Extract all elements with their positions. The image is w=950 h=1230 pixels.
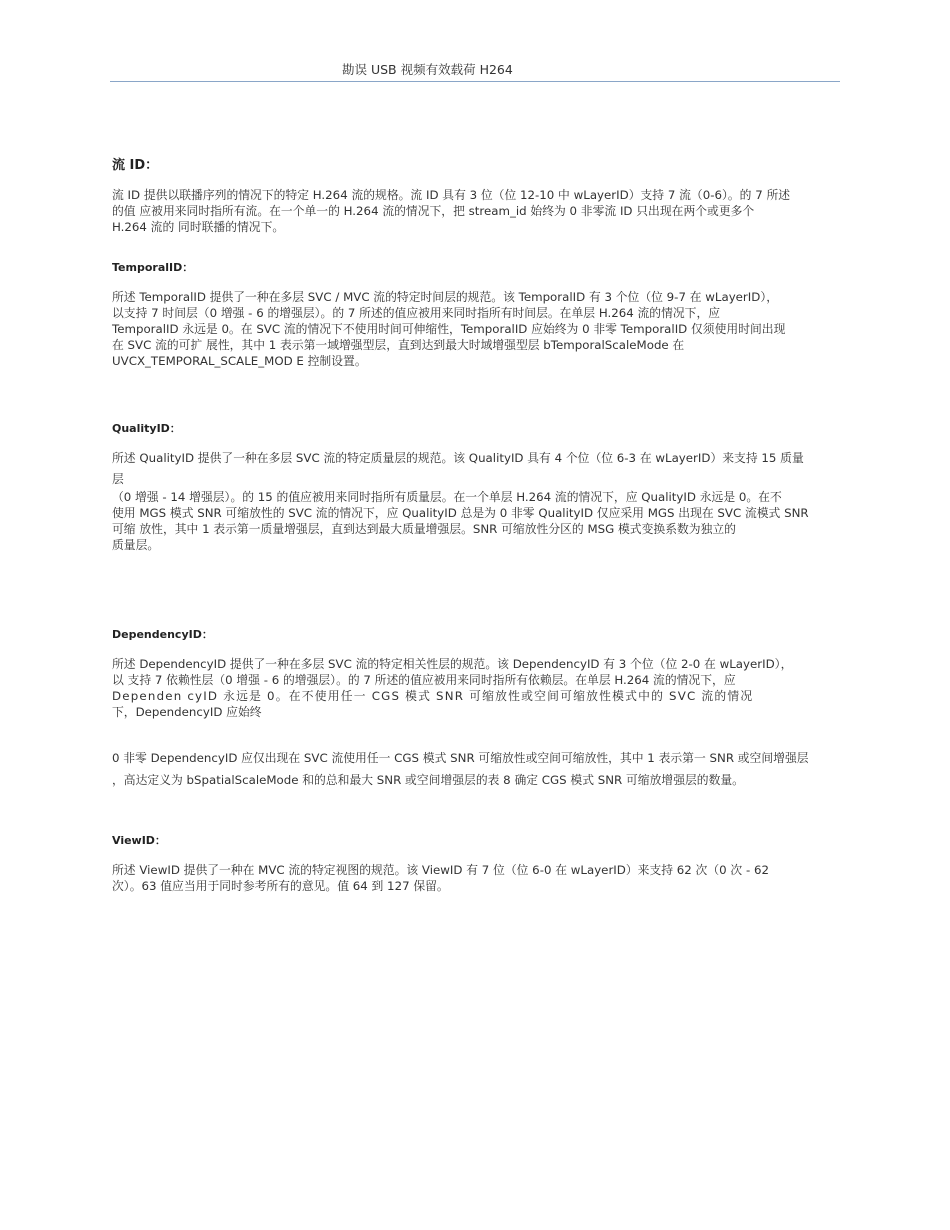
text-line: UVCX_TEMPORAL_SCALE_MOD E 控制设置。 xyxy=(112,354,367,368)
text-line: H.264 流的 同时联播的情况下。 xyxy=(112,220,285,234)
text-line: 所述 TemporalID 提供了一种在多层 SVC / MVC 流的特定时间层的规范。该 TemporalID 有 3 个位（位 9-7 在 wLayerID）， xyxy=(112,290,779,304)
text-line: 所述 ViewID 提供了一种在 MVC 流的特定视图的规范。该 ViewID 有 7 位（位 6-0 在 wLayerID）来支持 62 次（0 次 - 62 xyxy=(112,863,769,877)
text-line: 0 非零 DependencyID 应仅出现在 SVC 流使用任一 CGS 模式 SNR 可缩放性或空间可缩放性，其中 1 表示第一 SNR 或空间增强层 xyxy=(112,751,809,765)
text-line: 所述 QualityID 提供了一种在多层 SVC 流的特定质量层的规范。该 QualityID 具有 4 个位（位 6-3 在 wLayerID）来支持 15 质量 xyxy=(112,451,804,465)
page-header xyxy=(110,58,840,82)
section-dependency-continuation xyxy=(112,747,872,791)
section-body xyxy=(112,656,854,720)
text-line: 所述 DependencyID 提供了一种在多层 SVC 流的特定相关性层的规范。该 DependencyID 有 3 个位（位 2-0 在 wLayerID）， xyxy=(112,657,793,671)
text-line: 下，DependencyID 应始终 xyxy=(112,705,262,719)
section-dependency-id xyxy=(112,626,854,720)
text-line: 层 xyxy=(112,472,124,486)
section-body xyxy=(112,289,854,369)
text-line: TemporalID 永远是 0。在 SVC 流的情况下不使用时间可伸缩性，TemporalID 应始终为 0 非零 TemporalID 仅须使用时间出现 xyxy=(112,322,786,336)
text-line: 可缩 放性，其中 1 表示第一质量增强层，直到达到最大质量增强层。SNR 可缩放性分区的 MSG 模式变换系数为独立的 xyxy=(112,522,736,536)
section-heading: 流 ID： xyxy=(112,158,159,173)
section-heading: QualityID： xyxy=(112,422,181,435)
text-line: 以支持 7 时间层（0 增强 - 6 的增强层）。的 7 所述的值应被用来同时指所有时间层。在单层 H.264 流的情况下，应 xyxy=(112,306,721,320)
text-line: 的值 应被用来同时指所有流。在一个单一的 H.264 流的情况下，把 stream_id 始终为 0 非零流 ID 只出现在两个或更多个 xyxy=(112,204,755,218)
section-body xyxy=(112,747,872,791)
section-body xyxy=(112,450,854,553)
text-line: （0 增强 - 14 增强层）。的 15 的值应被用来同时指所有质量层。在一个单层 H.264 流的情况下，应 QualityID 永远是 0。在不 xyxy=(112,490,782,504)
section-quality-id xyxy=(112,420,854,553)
text-line: 流 ID 提供以联播序列的情况下的特定 H.264 流的规格。流 ID 具有 3 位（位 12-10 中 wLayerID）支持 7 流（0-6）。的 7 所述 xyxy=(112,188,791,202)
text-line: 使用 MGS 模式 SNR 可缩放性的 SVC 流的情况下，应 QualityID 总是为 0 非零 QualityID 仅应采用 MGS 出现在 SVC 流模式 SNR xyxy=(112,506,809,520)
section-stream-id xyxy=(112,154,854,235)
section-heading: ViewID： xyxy=(112,834,166,847)
section-body xyxy=(112,187,854,235)
section-heading: TemporalID： xyxy=(112,261,194,274)
section-view-id xyxy=(112,832,854,894)
text-line: 质量层。 xyxy=(112,538,160,552)
text-line: 在 SVC 流的可扩 展性，其中 1 表示第一域增强型层，直到达到最大时域增强型层 bTemporalScaleMode 在 xyxy=(112,338,685,352)
text-line: ，高达定义为 bSpatialScaleMode 和的总和最大 SNR 或空间增强层的表 8 确定 CGS 模式 SNR 可缩放增强层的数量。 xyxy=(112,773,744,787)
section-body xyxy=(112,862,854,894)
text-line: Dependen cyID 永远是 0。在不使用任一 CGS 模式 SNR 可缩放性或空间可缩放性模式中的 SVC 流的情况 xyxy=(112,689,754,703)
text-line: 次）。63 值应当用于同时参考所有的意见。值 64 到 127 保留。 xyxy=(112,879,449,893)
text-line: 以 支持 7 依赖性层（0 增强 - 6 的增强层）。的 7 所述的值应被用来同时指所有依赖层。在单层 H.264 流的情况下，应 xyxy=(112,673,736,687)
section-heading: DependencyID： xyxy=(112,628,213,641)
header-title: 勘误 USB 视频有效载荷 H264 xyxy=(342,62,513,77)
section-temporal-id xyxy=(112,259,854,369)
